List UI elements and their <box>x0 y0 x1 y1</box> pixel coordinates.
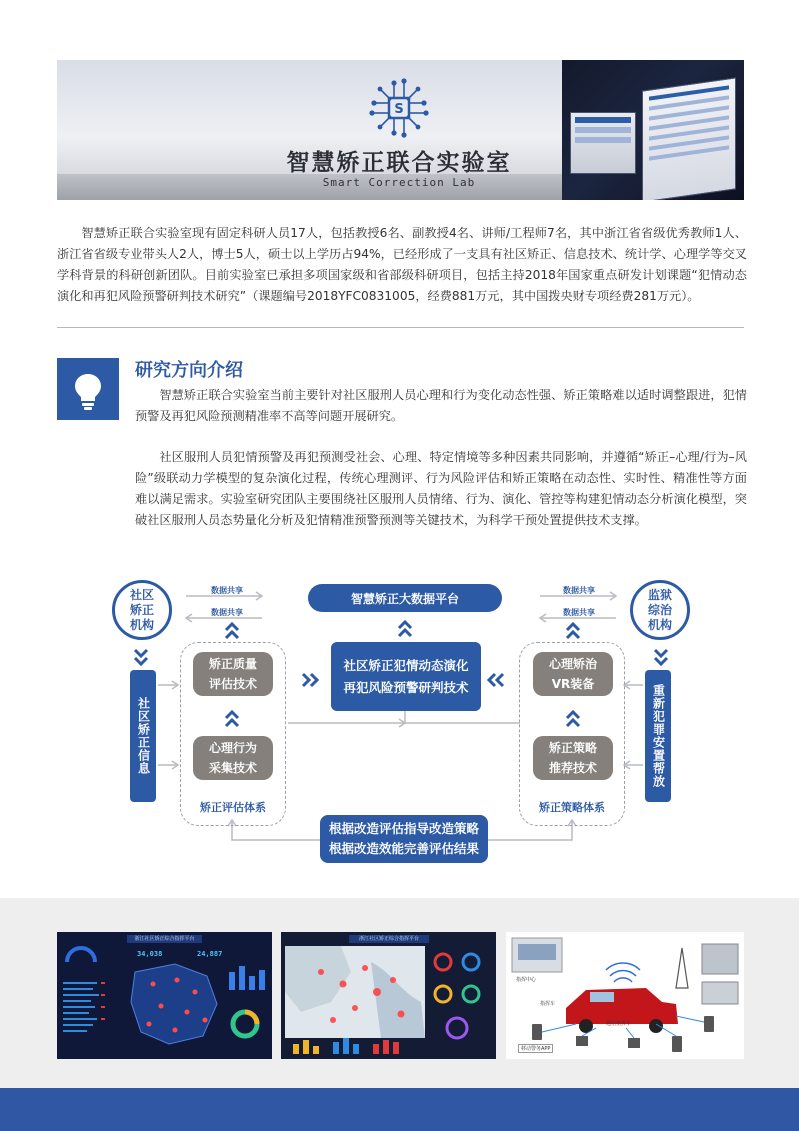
behavior-collection-box: 心理行为采集技术 <box>193 736 273 780</box>
dashboard-title: 浙江社区矫正综合指挥平台 <box>349 935 429 943</box>
research-framework-diagram <box>0 570 799 870</box>
wall-screen <box>570 112 636 174</box>
wall-screen <box>642 77 736 200</box>
prison-agency: 监狱综治机构 <box>630 580 690 640</box>
section-divider <box>57 327 744 328</box>
data-share-label: 数据共享 <box>563 608 595 617</box>
scheme-label: 指挥中心 <box>516 977 537 983</box>
feedback-box <box>320 815 488 863</box>
dashboard-map-graphics <box>281 932 496 1059</box>
section-title: 研究方向介绍 <box>135 360 243 381</box>
svg-text:S: S <box>394 102 404 117</box>
mobile-command-scheme <box>506 932 744 1059</box>
dashboard-title: 浙江社区矫正综合指挥平台 <box>127 935 202 943</box>
core-technology-line1: 社区矫正犯情动态演化 <box>343 657 469 673</box>
core-technology-box <box>331 642 481 711</box>
community-info-bar: 社区矫正信息 <box>130 670 156 802</box>
data-share-label: 数据共享 <box>563 586 595 595</box>
core-technology-line2: 再犯风险预警研判技术 <box>343 679 469 695</box>
intro-paragraph: 智慧矫正联合实验室现有固定科研人员17人，包括教授6名、副教授4名、讲师/工程师7名，其中浙江省省级优秀教师1人、浙江省省级专业带头人2人，博士5人，硕士以上学历占94%，已经形成了一支具有社区矫正、信息技术、统计学、心理学等交叉学科背景的科研创新团队。目前实验室已承担多项国家级和省部级科研项目，包括主持2018年国家重点研发计划课题“犯情动态演化和再犯风险预警研判技术研究”（课题编号2018YFC0831005，经费881万元，其中国拨央财专项经费281万元）。 <box>57 226 747 303</box>
section-icon-box <box>57 358 119 420</box>
evaluation-system-label: 矫正评估体系 <box>200 801 266 814</box>
dashboard-screenshot-2 <box>281 932 496 1059</box>
resettlement-bar: 重新犯罪安置帮放 <box>645 670 671 802</box>
strategy-system-label: 矫正策略体系 <box>539 801 605 814</box>
banner-subtitle: Smart Correction Lab <box>322 176 476 189</box>
feedback-line2: 根据改造效能完善评估结果 <box>328 841 479 856</box>
lightbulb-icon <box>57 358 119 420</box>
lab-banner <box>57 60 744 200</box>
vr-equipment-box: 心理矫治VR装备 <box>533 652 613 696</box>
dashboard-screenshot-1 <box>57 932 272 1059</box>
banner-title: 智慧矫正联合实验室 <box>286 150 512 176</box>
data-share-label: 数据共享 <box>211 586 243 595</box>
big-data-platform: 智慧矫正大数据平台 <box>308 584 502 612</box>
strategy-recommend-box: 矫正策略推荐技术 <box>533 736 613 780</box>
data-share-label: 数据共享 <box>211 608 243 617</box>
dashboard-graphics <box>57 932 272 1059</box>
banner-display-wall <box>562 60 744 200</box>
dashboard-count: 34,038 <box>137 950 163 958</box>
dashboard-count: 24,887 <box>197 950 223 958</box>
community-correction-agency: 社区矫正机构 <box>112 580 172 640</box>
quality-assessment-box: 矫正质量评估技术 <box>193 652 273 696</box>
lab-logo-icon <box>367 76 431 140</box>
scheme-graphics <box>506 932 744 1059</box>
feedback-line1: 根据改造评估指导改造策略 <box>328 821 479 836</box>
scheme-label: 移动警务APP <box>518 1044 553 1053</box>
scheme-label: 通信指挥车 <box>606 1021 632 1027</box>
scheme-label: 指挥车 <box>540 1001 556 1007</box>
footer-bar <box>0 1088 799 1131</box>
research-paragraph-1: 智慧矫正联合实验室当前主要针对社区服刑人员心理和行为变化动态性强、矫正策略难以适时调整跟进，犯情预警及再犯风险预测精准率不高等问题开展研究。 <box>135 388 747 423</box>
research-paragraph-2: 社区服刑人员犯情预警及再犯预测受社会、心理、特定情境等多种因素共同影响，并遵循“矫正–心理/行为–风险”级联动力学模型的复杂演化过程，传统心理测评、行为风险评估和矫正策略在动态性、实时性、精准性等方面难以满足需求。实验室研究团队主要围绕社区服刑人员情绪、行为、演化、管控等构建犯情动态分析演化模型，突破社区服刑人员态势量化分析及犯情精准预警预测等关键技术，为科学干预处置提供技术支撑。 <box>135 450 747 527</box>
